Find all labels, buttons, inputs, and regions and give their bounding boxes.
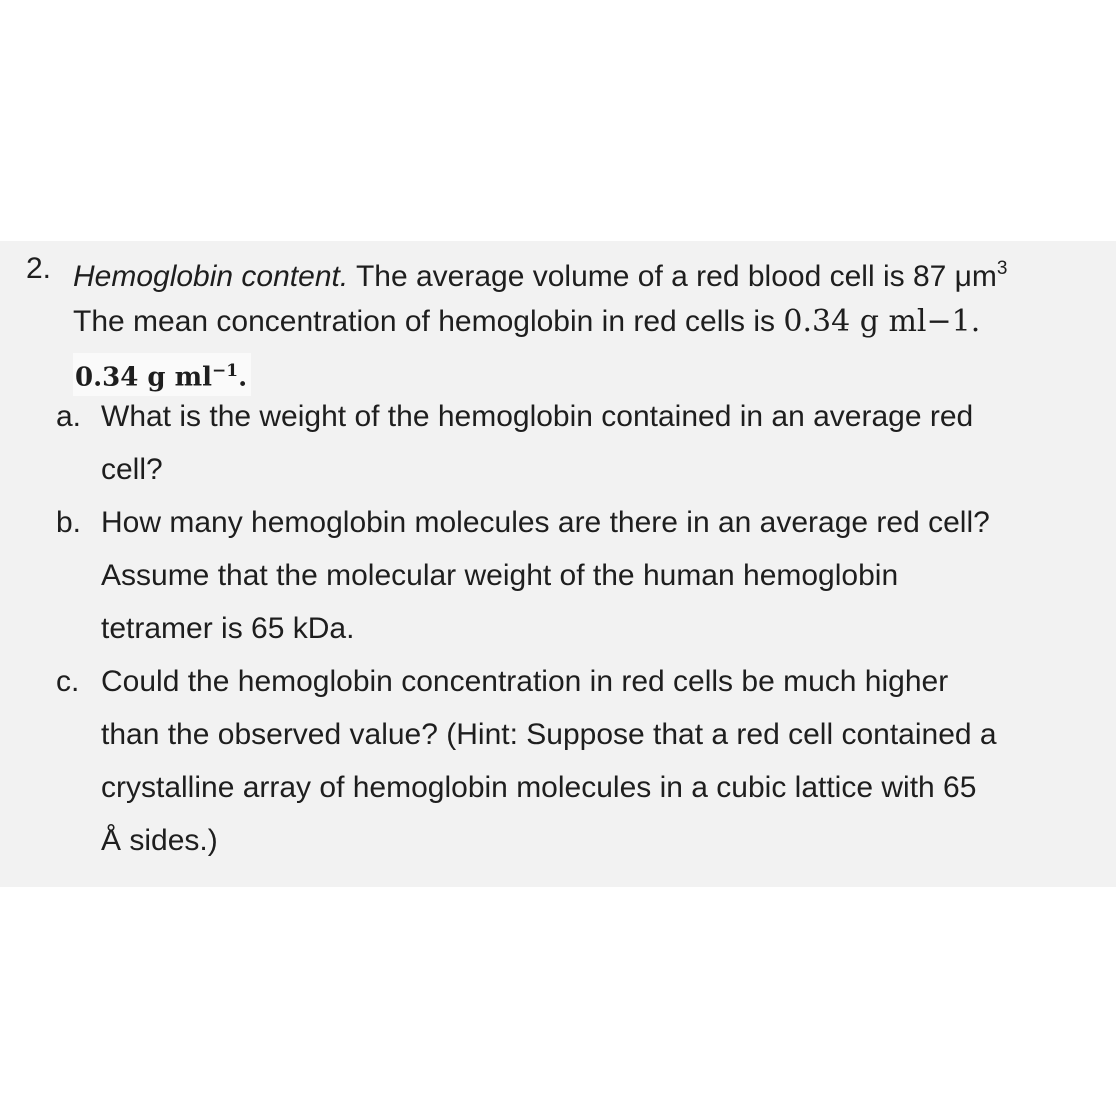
volume-exponent: 3 xyxy=(996,258,1008,279)
part-c-line: Å sides.) xyxy=(101,824,218,857)
part-c-line: Could the hemoglobin concentration in red cells be much higher xyxy=(101,665,949,698)
part-b-line: tetramer is 65 kDa. xyxy=(101,612,355,645)
part-c-marker: c. xyxy=(56,665,80,698)
problem-number: 2. xyxy=(26,252,52,285)
part-b-marker: b. xyxy=(56,506,82,539)
part-a-line: What is the weight of the hemoglobin contained in an average red xyxy=(101,400,974,433)
part-a-line: cell? xyxy=(101,453,163,486)
problem-panel xyxy=(0,241,1116,887)
part-c-line: than the observed value? (Hint: Suppose that a red cell contained a xyxy=(101,718,997,751)
problem-line-3 xyxy=(73,353,251,396)
concentration-inline-math: 0.34 g ml−1. xyxy=(783,304,981,339)
concentration-rendered-math xyxy=(73,353,251,396)
part-a-marker: a. xyxy=(56,400,82,433)
concentration-exponent: −1 xyxy=(212,361,239,381)
problem-line-1-text: The average volume of a red blood cell is 87 μm xyxy=(348,260,997,293)
problem-line-2-text: The mean concentration of hemoglobin in red cells is xyxy=(73,305,784,338)
part-b-line: How many hemoglobin molecules are there in an average red cell? xyxy=(101,506,990,539)
concentration-period: . xyxy=(238,362,248,393)
concentration-value: 0.34 g ml xyxy=(75,362,212,393)
problem-title: Hemoglobin content. xyxy=(73,260,349,293)
problem-line-1 xyxy=(73,251,1008,295)
part-b-line: Assume that the molecular weight of the human hemoglobin xyxy=(101,559,899,592)
problem-line-2 xyxy=(73,304,980,340)
part-c-line: crystalline array of hemoglobin molecules in a cubic lattice with 65 xyxy=(101,771,977,804)
